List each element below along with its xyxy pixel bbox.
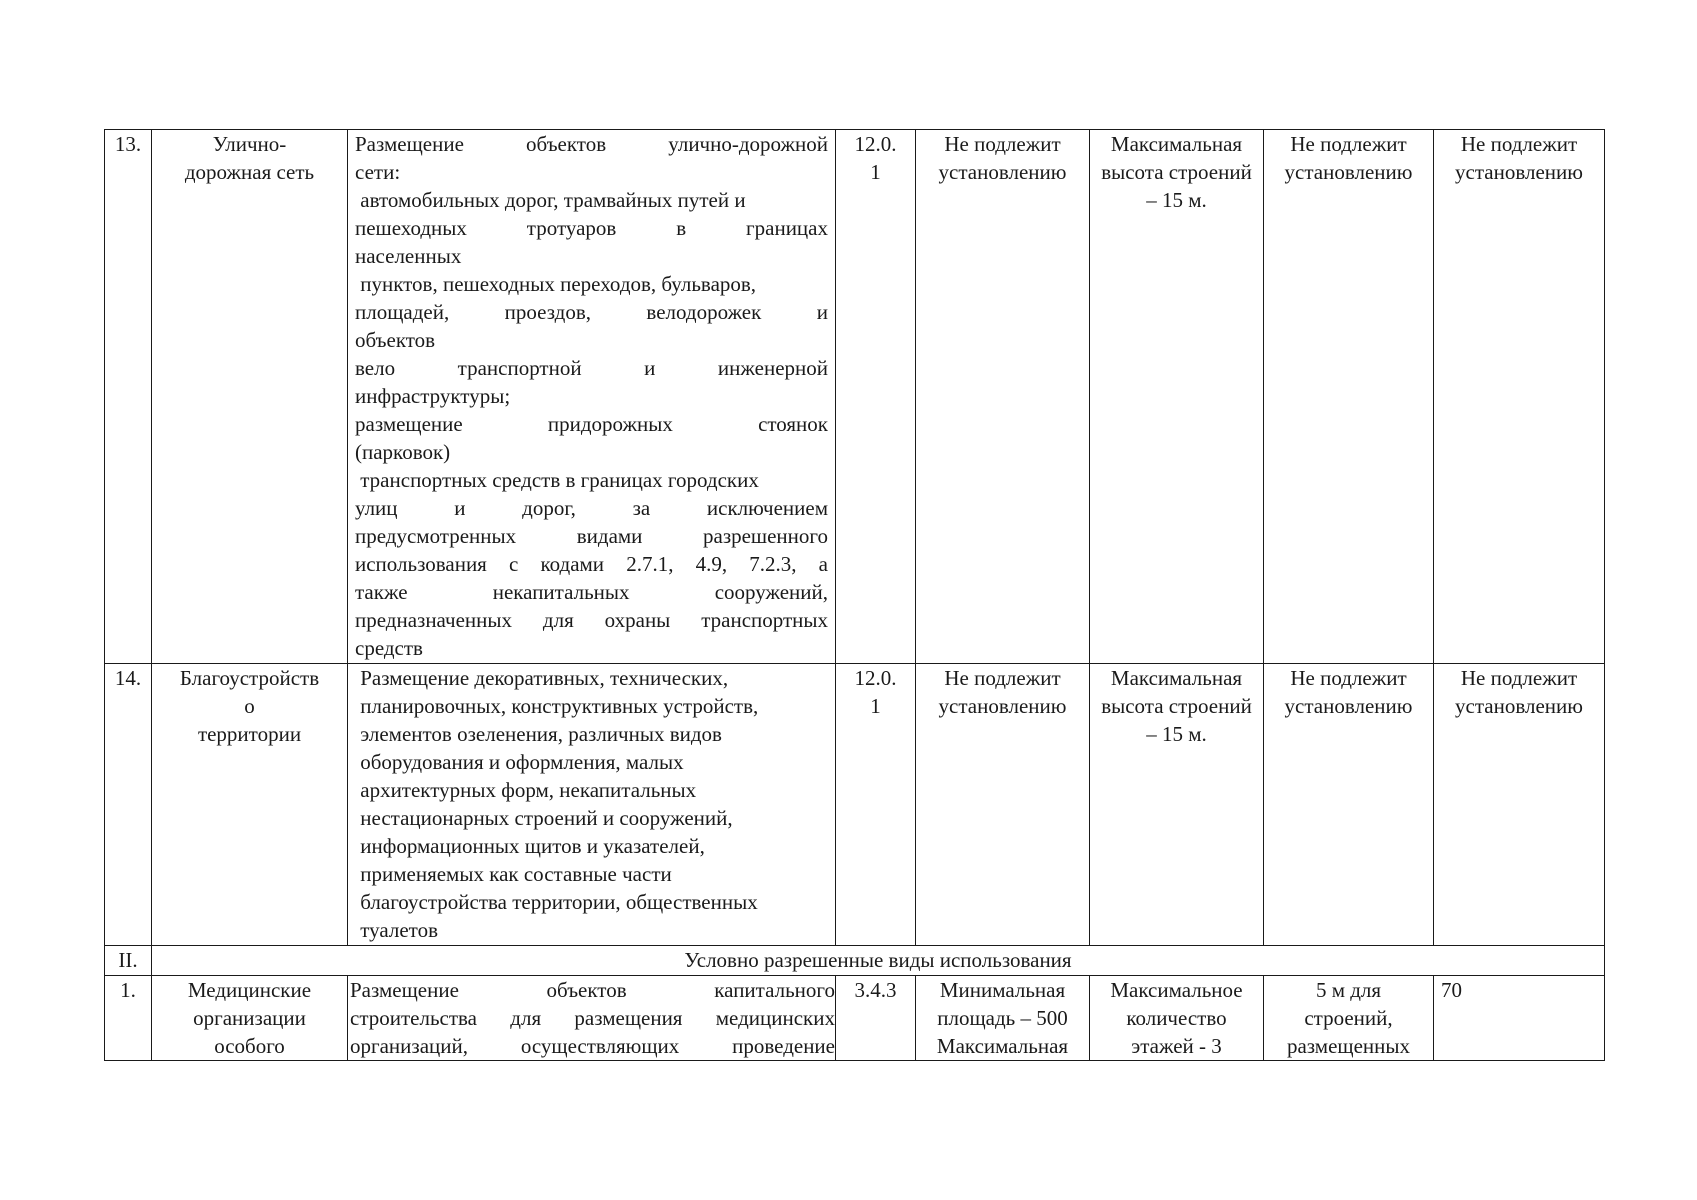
description-line: сети: <box>355 160 401 184</box>
land-use-description <box>348 976 836 1061</box>
table-row <box>105 976 1605 1061</box>
description-line: инфраструктуры; <box>355 384 511 408</box>
land-use-description <box>348 664 836 946</box>
cell-text-line: Медицинские <box>187 978 312 1002</box>
cell-text-line: этажей - 3 <box>1131 1034 1222 1058</box>
cell-text-line: установлению <box>1455 694 1583 718</box>
classifier-code <box>836 664 916 946</box>
description-line: информационных щитов и указателей, <box>355 834 705 858</box>
description-line: предназначенных для охраны транспортных <box>355 608 828 632</box>
description-line: улиц и дорог, за исключением <box>355 496 828 520</box>
description-line: (парковок) <box>355 440 451 464</box>
classifier-code: 3.4.3 <box>836 976 916 1061</box>
section-number: II. <box>105 946 152 976</box>
cell-text-line: Максимальное <box>1110 978 1243 1002</box>
description-line: организаций, осуществляющих проведение <box>350 1034 835 1058</box>
cell-text-line: Не подлежит <box>1460 132 1578 156</box>
cell-text-line: – 15 м. <box>1146 188 1207 212</box>
description-line: пешеходных тротуаров в границах <box>355 216 828 240</box>
setback-limits <box>1264 130 1434 664</box>
cell-text-line: 12.0. <box>854 666 897 690</box>
description-line: объектов <box>355 328 436 352</box>
cell-text-line: организации <box>193 1006 306 1030</box>
setback-limits <box>1264 976 1434 1061</box>
cell-text-line: установлению <box>1284 160 1413 184</box>
description-line: средств <box>355 636 423 660</box>
cell-text-line: Максимальная <box>1110 666 1243 690</box>
land-use-name <box>152 130 348 664</box>
table-row <box>105 664 1605 946</box>
cell-text-line: Благоустройств <box>179 666 320 690</box>
description-line: Размещение объектов капитального <box>350 978 835 1002</box>
table-row <box>105 130 1605 664</box>
cell-text-line: размещенных <box>1286 1034 1410 1058</box>
classifier-code <box>836 130 916 664</box>
cell-text-line: Не подлежит <box>1290 132 1407 156</box>
cell-text-line: количество <box>1126 1006 1227 1030</box>
coverage-limits: 70 <box>1434 976 1605 1061</box>
cell-text-line: территории <box>197 722 302 746</box>
description-line: вело транспортной и инженерной <box>355 356 828 380</box>
land-use-name <box>152 976 348 1061</box>
description-line: Размещение декоративных, технических, <box>355 666 729 690</box>
cell-text-line: 12.0. <box>854 132 897 156</box>
cell-text-line: 1 <box>870 160 881 184</box>
cell-text-line: строений, <box>1304 1006 1393 1030</box>
description-line: площадей, проездов, велодорожек и <box>355 300 828 324</box>
plot-size-limits <box>916 664 1090 946</box>
cell-text-line: о <box>244 694 255 718</box>
cell-text-line: Максимальная <box>1110 132 1243 156</box>
cell-text-line: 1 <box>870 694 881 718</box>
coverage-limits <box>1434 130 1605 664</box>
cell-text-line: Не подлежит <box>944 666 1061 690</box>
plot-size-limits <box>916 130 1090 664</box>
cell-text-line: Не подлежит <box>1460 666 1578 690</box>
cell-text-line: дорожная сеть <box>184 160 315 184</box>
description-line: размещение придорожных стоянок <box>355 412 828 436</box>
description-line: архитектурных форм, некапитальных <box>355 778 697 802</box>
cell-text-line: высота строений <box>1101 694 1252 718</box>
description-line: использования с кодами 2.7.1, 4.9, 7.2.3, а <box>355 552 828 576</box>
cell-text-line: Улично- <box>212 132 287 156</box>
description-line: оборудования и оформления, малых <box>355 750 684 774</box>
description-line: применяемых как составные части <box>355 862 672 886</box>
cell-text-line: Не подлежит <box>944 132 1061 156</box>
row-number: 14. <box>105 664 152 946</box>
description-line: строительства для размещения медицинских <box>350 1006 835 1030</box>
description-line: транспортных средств в границах городских <box>355 468 759 492</box>
cell-text-line: установлению <box>1284 694 1413 718</box>
description-line: Размещение объектов улично-дорожной <box>355 132 828 156</box>
description-line: пунктов, пешеходных переходов, бульваров, <box>355 272 757 296</box>
cell-text-line: установлению <box>938 694 1067 718</box>
cell-text-line: установлению <box>1455 160 1583 184</box>
description-line: также некапитальных сооружений, <box>355 580 828 604</box>
cell-text-line: особого <box>214 1034 285 1058</box>
row-number: 1. <box>105 976 152 1061</box>
section-title: Условно разрешенные виды использования <box>152 946 1605 976</box>
description-line: нестационарных строений и сооружений, <box>355 806 733 830</box>
cell-text-line: площадь – 500 <box>937 1006 1068 1030</box>
plot-size-limits <box>916 976 1090 1061</box>
land-use-description <box>348 130 836 664</box>
cell-text-line: Минимальная <box>939 978 1066 1002</box>
cell-text-line: высота строений <box>1101 160 1252 184</box>
height-limits <box>1090 664 1264 946</box>
floor-limits <box>1090 976 1264 1061</box>
height-limits <box>1090 130 1264 664</box>
description-line: благоустройства территории, общественных <box>355 890 758 914</box>
row-number: 13. <box>105 130 152 664</box>
cell-text-line: Не подлежит <box>1290 666 1407 690</box>
description-line: планировочных, конструктивных устройств, <box>355 694 759 718</box>
cell-text-line: Максимальная <box>936 1034 1069 1058</box>
cell-text-line: 5 м для <box>1315 978 1382 1002</box>
description-line: автомобильных дорог, трамвайных путей и <box>355 188 746 212</box>
coverage-limits <box>1434 664 1605 946</box>
cell-text-line: установлению <box>938 160 1067 184</box>
land-use-name <box>152 664 348 946</box>
description-line: туалетов <box>355 918 438 942</box>
setback-limits <box>1264 664 1434 946</box>
document-table <box>104 129 1605 1061</box>
cell-text-line: – 15 м. <box>1146 722 1207 746</box>
description-line: населенных <box>355 244 462 268</box>
description-line: элементов озеленения, различных видов <box>355 722 722 746</box>
section-header-row <box>105 946 1605 976</box>
description-line: предусмотренных видами разрешенного <box>355 524 828 548</box>
